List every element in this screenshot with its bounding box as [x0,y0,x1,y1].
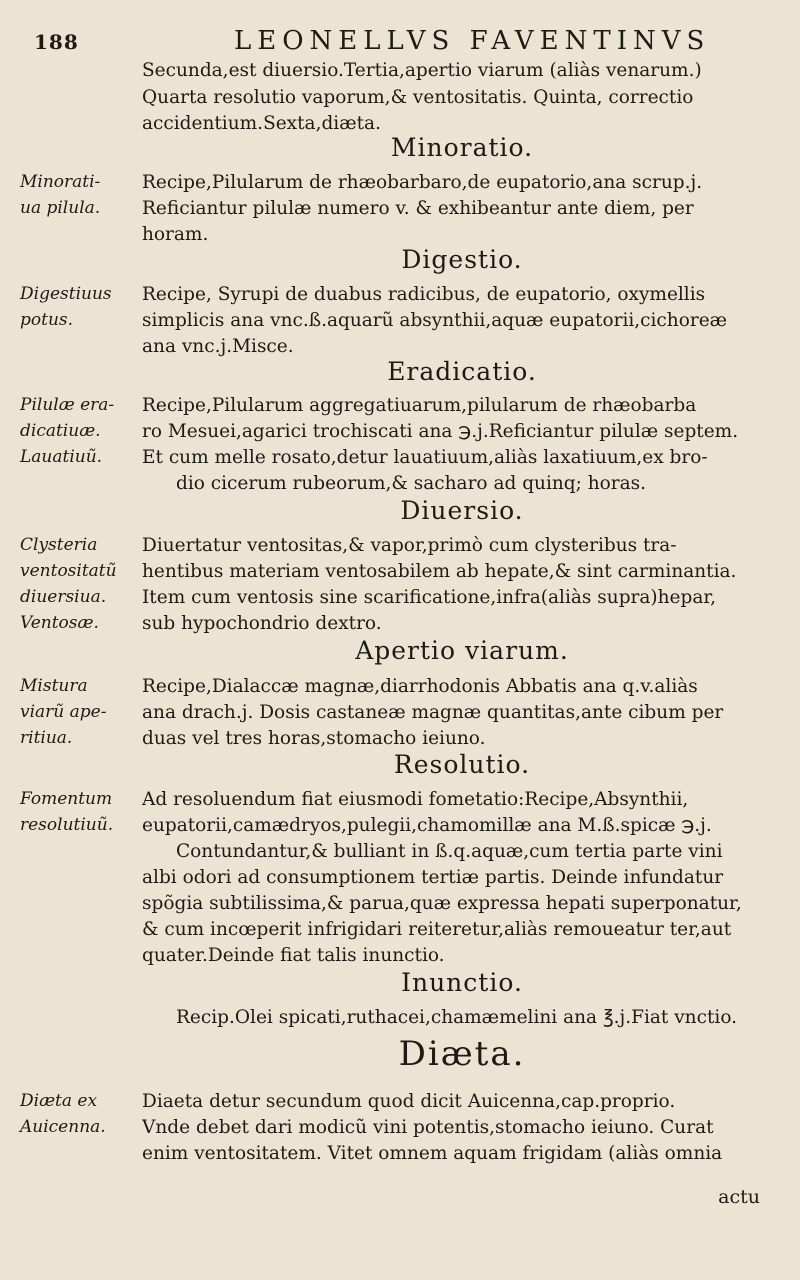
page-number: 188 [34,30,79,54]
text-line: & cum incœperit infrigidari reiteretur,aliàs remoueatur ter,aut [142,919,732,940]
section-heading: Eradicatio. [387,357,537,386]
text-line: spõgia subtilissima,& parua,quæ expressa hepati superponatur, [142,893,742,914]
text-line: albi odori ad consumptionem tertiæ partis. Deinde infundatur [142,867,724,888]
margin-note: Minorati- [20,172,101,192]
section-heading: Inunctio. [401,968,523,997]
margin-note: Ventosæ. [20,613,99,633]
text-line: Quarta resolutio vaporum,& ventositatis. Quinta, correctio [142,87,694,108]
margin-note: potus. [20,310,74,330]
text-line: Diuertatur ventositas,& vapor,primò cum clysteribus tra- [142,535,677,556]
margin-note: Mistura [20,676,88,696]
margin-note: Digestiuus [20,284,112,304]
margin-note: viarũ ape- [20,702,107,722]
page-header [26,18,770,58]
text-line: Reficiantur pilulæ numero v. & exhibeantur ante diem, per [142,198,694,219]
section-heading: Minoratio. [390,133,534,162]
margin-note: dicatiuæ. [20,421,101,441]
margin-note: ventositatũ [20,561,117,581]
text-line: simplicis ana vnc.ß.aquarũ absynthii,aquæ eupatorii,cichoreæ [142,310,728,331]
text-line: Recipe, Syrupi de duabus radicibus, de eupatorio, oxymellis [142,284,706,305]
text-line: Et cum melle rosato,detur lauatiuum,aliàs laxatiuum,ex bro- [142,447,708,468]
text-line: accidentium.Sexta,diæta. [142,113,381,134]
text-line: Recipe,Pilularum aggregatiuarum,pilularum de rhæobarba [142,395,697,416]
text-line: Recip.Olei spicati,ruthacei,chamæmelini ana ℥.j.Fiat vnctio. [176,1007,738,1028]
catchword: actu [718,1186,760,1208]
text-line: eupatorii,camædryos,pulegii,chamomillæ ana M.ß.spicæ ℈.j. [142,815,712,836]
margin-note: diuersiua. [20,587,107,607]
text-line: Recipe,Pilularum de rhæobarbaro,de eupatorio,ana scrup.j. [142,172,703,193]
text-line: Diaeta detur secundum quod dicit Auicenna,cap.proprio. [142,1091,676,1112]
text-line: quater.Deinde fiat talis inunctio. [142,945,445,966]
margin-note: ua pilula. [20,198,101,218]
margin-note: Auicenna. [20,1117,106,1137]
text-line: duas vel tres horas,stomacho ieiuno. [142,728,486,749]
text-line: ana drach.j. Dosis castaneæ magnæ quantitas,ante cibum per [142,702,724,723]
text-line: Ad resoluendum fiat eiusmodi fometatio:Recipe,Absynthii, [142,789,689,810]
margin-note: ritiua. [20,728,73,748]
margin-note: resolutiuũ. [20,815,114,835]
section-heading: Diuersio. [400,496,524,525]
section-heading: Apertio viarum. [355,636,569,665]
margin-note: Clysteria [20,535,98,555]
margin-note: Lauatiuũ. [20,447,103,467]
text-line: sub hypochondrio dextro. [142,613,382,634]
text-line: Item cum ventosis sine scarificatione,infra(aliàs supra)hepar, [142,587,717,608]
section-heading: Diæta. [398,1034,526,1074]
text-line: Secunda,est diuersio.Tertia,apertio viarum (aliàs venarum.) [142,60,702,81]
text-line: hentibus materiam ventosabilem ab hepate,& sint carminantia. [142,561,737,582]
text-line: dio cicerum rubeorum,& sacharo ad quinq; horas. [176,473,647,494]
text-line: Recipe,Dialaccæ magnæ,diarrhodonis Abbatis ana q.v.aliàs [142,676,698,697]
text-line: Contundantur,& bulliant in ß.q.aquæ,cum tertia parte vini [176,841,723,862]
section-heading: Resolutio. [393,750,531,779]
text-line: Vnde debet dari modicũ vini potentis,stomacho ieiuno. Curat [142,1117,714,1138]
text-line: enim ventositatem. Vitet omnem aquam frigidam (aliàs omnia [142,1143,723,1164]
margin-note: Diæta ex [20,1091,98,1111]
margin-note: Pilulæ era- [20,395,115,415]
margin-note: Fomentum [20,789,113,809]
section-heading: Digestio. [401,245,523,274]
text-line: ana vnc.j.Misce. [142,336,294,357]
text-line: horam. [142,224,209,245]
running-title: LEONELLVS FAVENTINVS [234,26,711,56]
text-line: ro Mesuei,agarici trochiscati ana ℈.j.Reficiantur pilulæ septem. [142,421,739,442]
